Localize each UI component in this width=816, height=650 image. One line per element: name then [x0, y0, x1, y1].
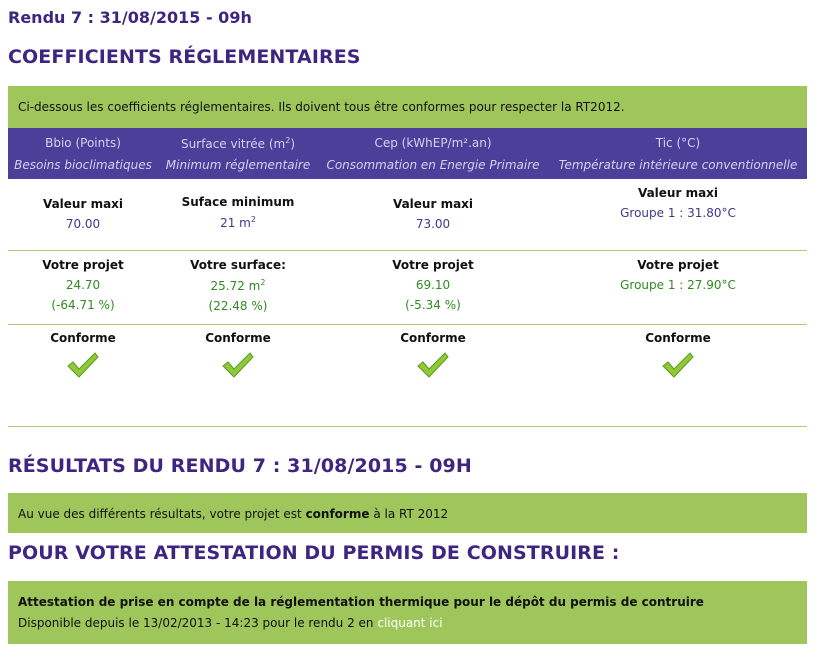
conforme-cep: Conforme — [323, 331, 543, 379]
conforme-bbio: Conforme — [8, 331, 158, 379]
column-tic — [558, 128, 798, 179]
maxi-surface: Suface minimum 21 $m^2$ — [181, 195, 295, 230]
column-bbio-subtitle: Besoins bioclimatiques — [14, 158, 152, 172]
projet-cep: Votre projet 69.10 (-5.34 %) — [392, 258, 474, 312]
checkmark-icon — [66, 351, 100, 379]
maxi-tic: Valeur maxi Groupe 1 : 31.80°C — [620, 186, 736, 220]
column-surface — [158, 128, 318, 179]
page-title: Rendu 7 : 31/08/2015 - 09h — [8, 8, 252, 27]
conforme-tic: Conforme — [558, 331, 798, 379]
attestation-title: Attestation de prise en compte de la réglementation thermique pour le dépôt du permis de contruire — [18, 595, 704, 609]
checkmark-icon — [661, 351, 695, 379]
projet-bbio: Votre projet 24.70 (-64.71 %) — [42, 258, 124, 312]
attestation-text: Disponible depuis le 13/02/2013 - 14:23 pour le rendu 2 en — [18, 616, 378, 630]
column-cep — [323, 128, 543, 179]
section-divider — [8, 426, 807, 427]
checkmark-icon — [221, 351, 255, 379]
attestation-line — [18, 616, 807, 630]
intro-box — [8, 86, 807, 128]
attestation-heading: POUR VOTRE ATTESTATION DU PERMIS DE CONSTRUIRE : — [8, 542, 620, 564]
projet-surface: Votre surface: 25.72 $m^2$ (22.48 %) — [190, 258, 286, 313]
projet-tic: Votre projet Groupe 1 : 27.90°C — [620, 258, 736, 292]
results-text-bold: conforme — [305, 507, 370, 521]
column-cep-subtitle: Consommation en Energie Primaire — [326, 158, 540, 172]
maxi-cep: Valeur maxi 73.00 — [392, 197, 474, 231]
results-text-after: à la RT 2012 — [369, 507, 449, 521]
column-tic-title: Tic (°C) — [655, 136, 701, 150]
column-bbio-title: Bbio (Points) — [45, 136, 121, 150]
attestation-link[interactable]: cliquant ici — [377, 616, 443, 630]
column-bbio — [8, 128, 158, 179]
conforme-surface: Conforme — [158, 331, 318, 379]
coefficients-header-band — [8, 128, 807, 179]
column-tic-subtitle: Température intérieure conventionnelle — [558, 158, 798, 172]
column-surface-subtitle: Minimum réglementaire — [165, 158, 311, 172]
maxi-bbio: Valeur maxi 70.00 — [42, 197, 124, 231]
checkmark-icon — [416, 351, 450, 379]
results-box — [8, 493, 807, 533]
row-divider — [8, 324, 807, 325]
coefficients-heading: COEFFICIENTS RÉGLEMENTAIRES — [8, 46, 361, 68]
column-cep-title: Cep (kWhEP/m².an) — [374, 136, 492, 150]
row-divider — [8, 250, 807, 251]
results-text-before: Au vue des différents résultats, votre projet est — [18, 507, 306, 521]
intro-text: Ci-dessous les coefficients réglementaires. Ils doivent tous être conformes pour respecter la RT2012. — [18, 100, 625, 114]
results-heading: RÉSULTATS DU RENDU 7 : 31/08/2015 - 09H — [8, 455, 472, 477]
column-surface-title: Surface vitrée $(m^2)$ — [180, 136, 296, 151]
attestation-box — [8, 581, 807, 644]
